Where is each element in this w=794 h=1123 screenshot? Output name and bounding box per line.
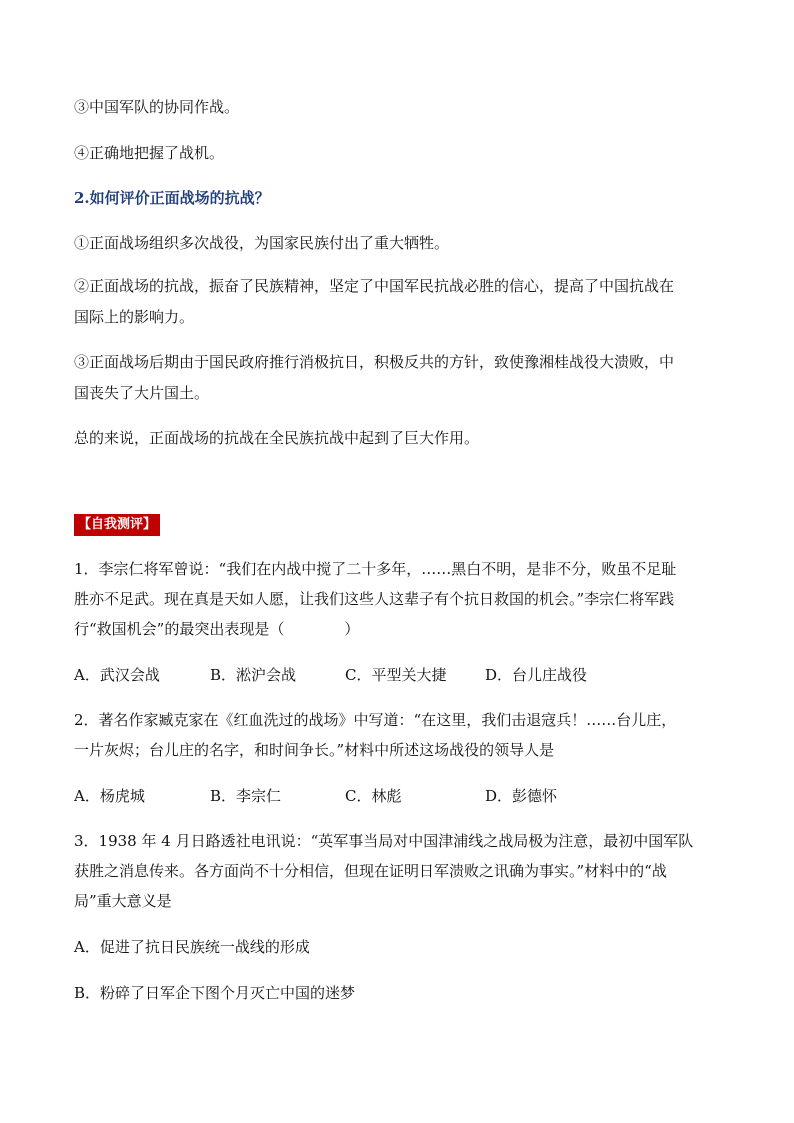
factor-item-3: ③中国军队的协同作战。	[74, 98, 240, 116]
eval-point-3-line-2: 国丧失了大片国土。	[74, 384, 210, 402]
q2-stem-line-2: 一片灰烬；台儿庄的名字，和时间争长。”材料中所述这场战役的领导人是	[74, 741, 555, 759]
q2-stem-line-1: 2．著名作家臧克家在《红血洗过的战场》中写道：“在这里，我们击退寇兵！……台儿庄，	[74, 711, 677, 729]
q2-option-c[interactable]: C．林彪	[345, 787, 402, 805]
q1-stem-line-2: 胜亦不足武。现在真是天如人愿，让我们这些人这辈子有个抗日救国的机会。”李宗仁将军践	[74, 590, 675, 608]
eval-point-2-line-1: ②正面战场的抗战，振奋了民族精神，坚定了中国军民抗战必胜的信心，提高了中国抗战在	[74, 277, 675, 295]
q3-stem-line-3: 局”重大意义是	[74, 892, 172, 910]
q1-option-b[interactable]: B．淞沪会战	[210, 666, 297, 684]
q2-option-d[interactable]: D．彭德怀	[485, 787, 558, 805]
eval-point-1: ①正面战场组织多次战役，为国家民族付出了重大牺牲。	[74, 234, 450, 252]
q1-option-d[interactable]: D．台儿庄战役	[485, 666, 588, 684]
eval-point-3-line-1: ③正面战场后期由于国民政府推行消极抗日，积极反共的方针，致使豫湘桂战役大溃败，中	[74, 353, 675, 371]
q3-option-a[interactable]: A．促进了抗日民族统一战线的形成	[74, 938, 310, 956]
q1-option-c[interactable]: C．平型关大捷	[345, 666, 447, 684]
q1-option-a[interactable]: A．武汉会战	[74, 666, 160, 684]
q3-stem-line-2: 获胜之消息传来。各方面尚不十分相信，但现在证明日军溃败之讯确为事实。”材料中的“战	[74, 862, 667, 880]
eval-summary: 总的来说，正面战场的抗战在全民族抗战中起到了巨大作用。	[74, 429, 480, 447]
q1-stem-line-3: 行“救国机会”的最突出表现是（ ）	[74, 620, 360, 638]
q3-stem-line-1: 3．1938 年 4 月日路透社电讯说：“英军事当局对中国津浦线之战局极为注意，最初中国军队	[74, 832, 694, 850]
q2-option-b[interactable]: B．李宗仁	[210, 787, 282, 805]
q1-stem-line-1: 1．李宗仁将军曾说：“我们在内战中搅了二十多年，……黑白不明，是非不分，败虽不足耻	[74, 560, 677, 578]
eval-point-2-line-2: 国际上的影响力。	[74, 308, 195, 326]
factor-item-4: ④正确地把握了战机。	[74, 144, 225, 162]
q2-option-a[interactable]: A．杨虎城	[74, 787, 145, 805]
self-test-badge: 【自我测评】	[74, 514, 160, 536]
q3-option-b[interactable]: B．粉碎了日军企下图个月灭亡中国的迷梦	[74, 984, 356, 1002]
question-heading: 2.如何评价正面战场的抗战？	[74, 189, 270, 207]
